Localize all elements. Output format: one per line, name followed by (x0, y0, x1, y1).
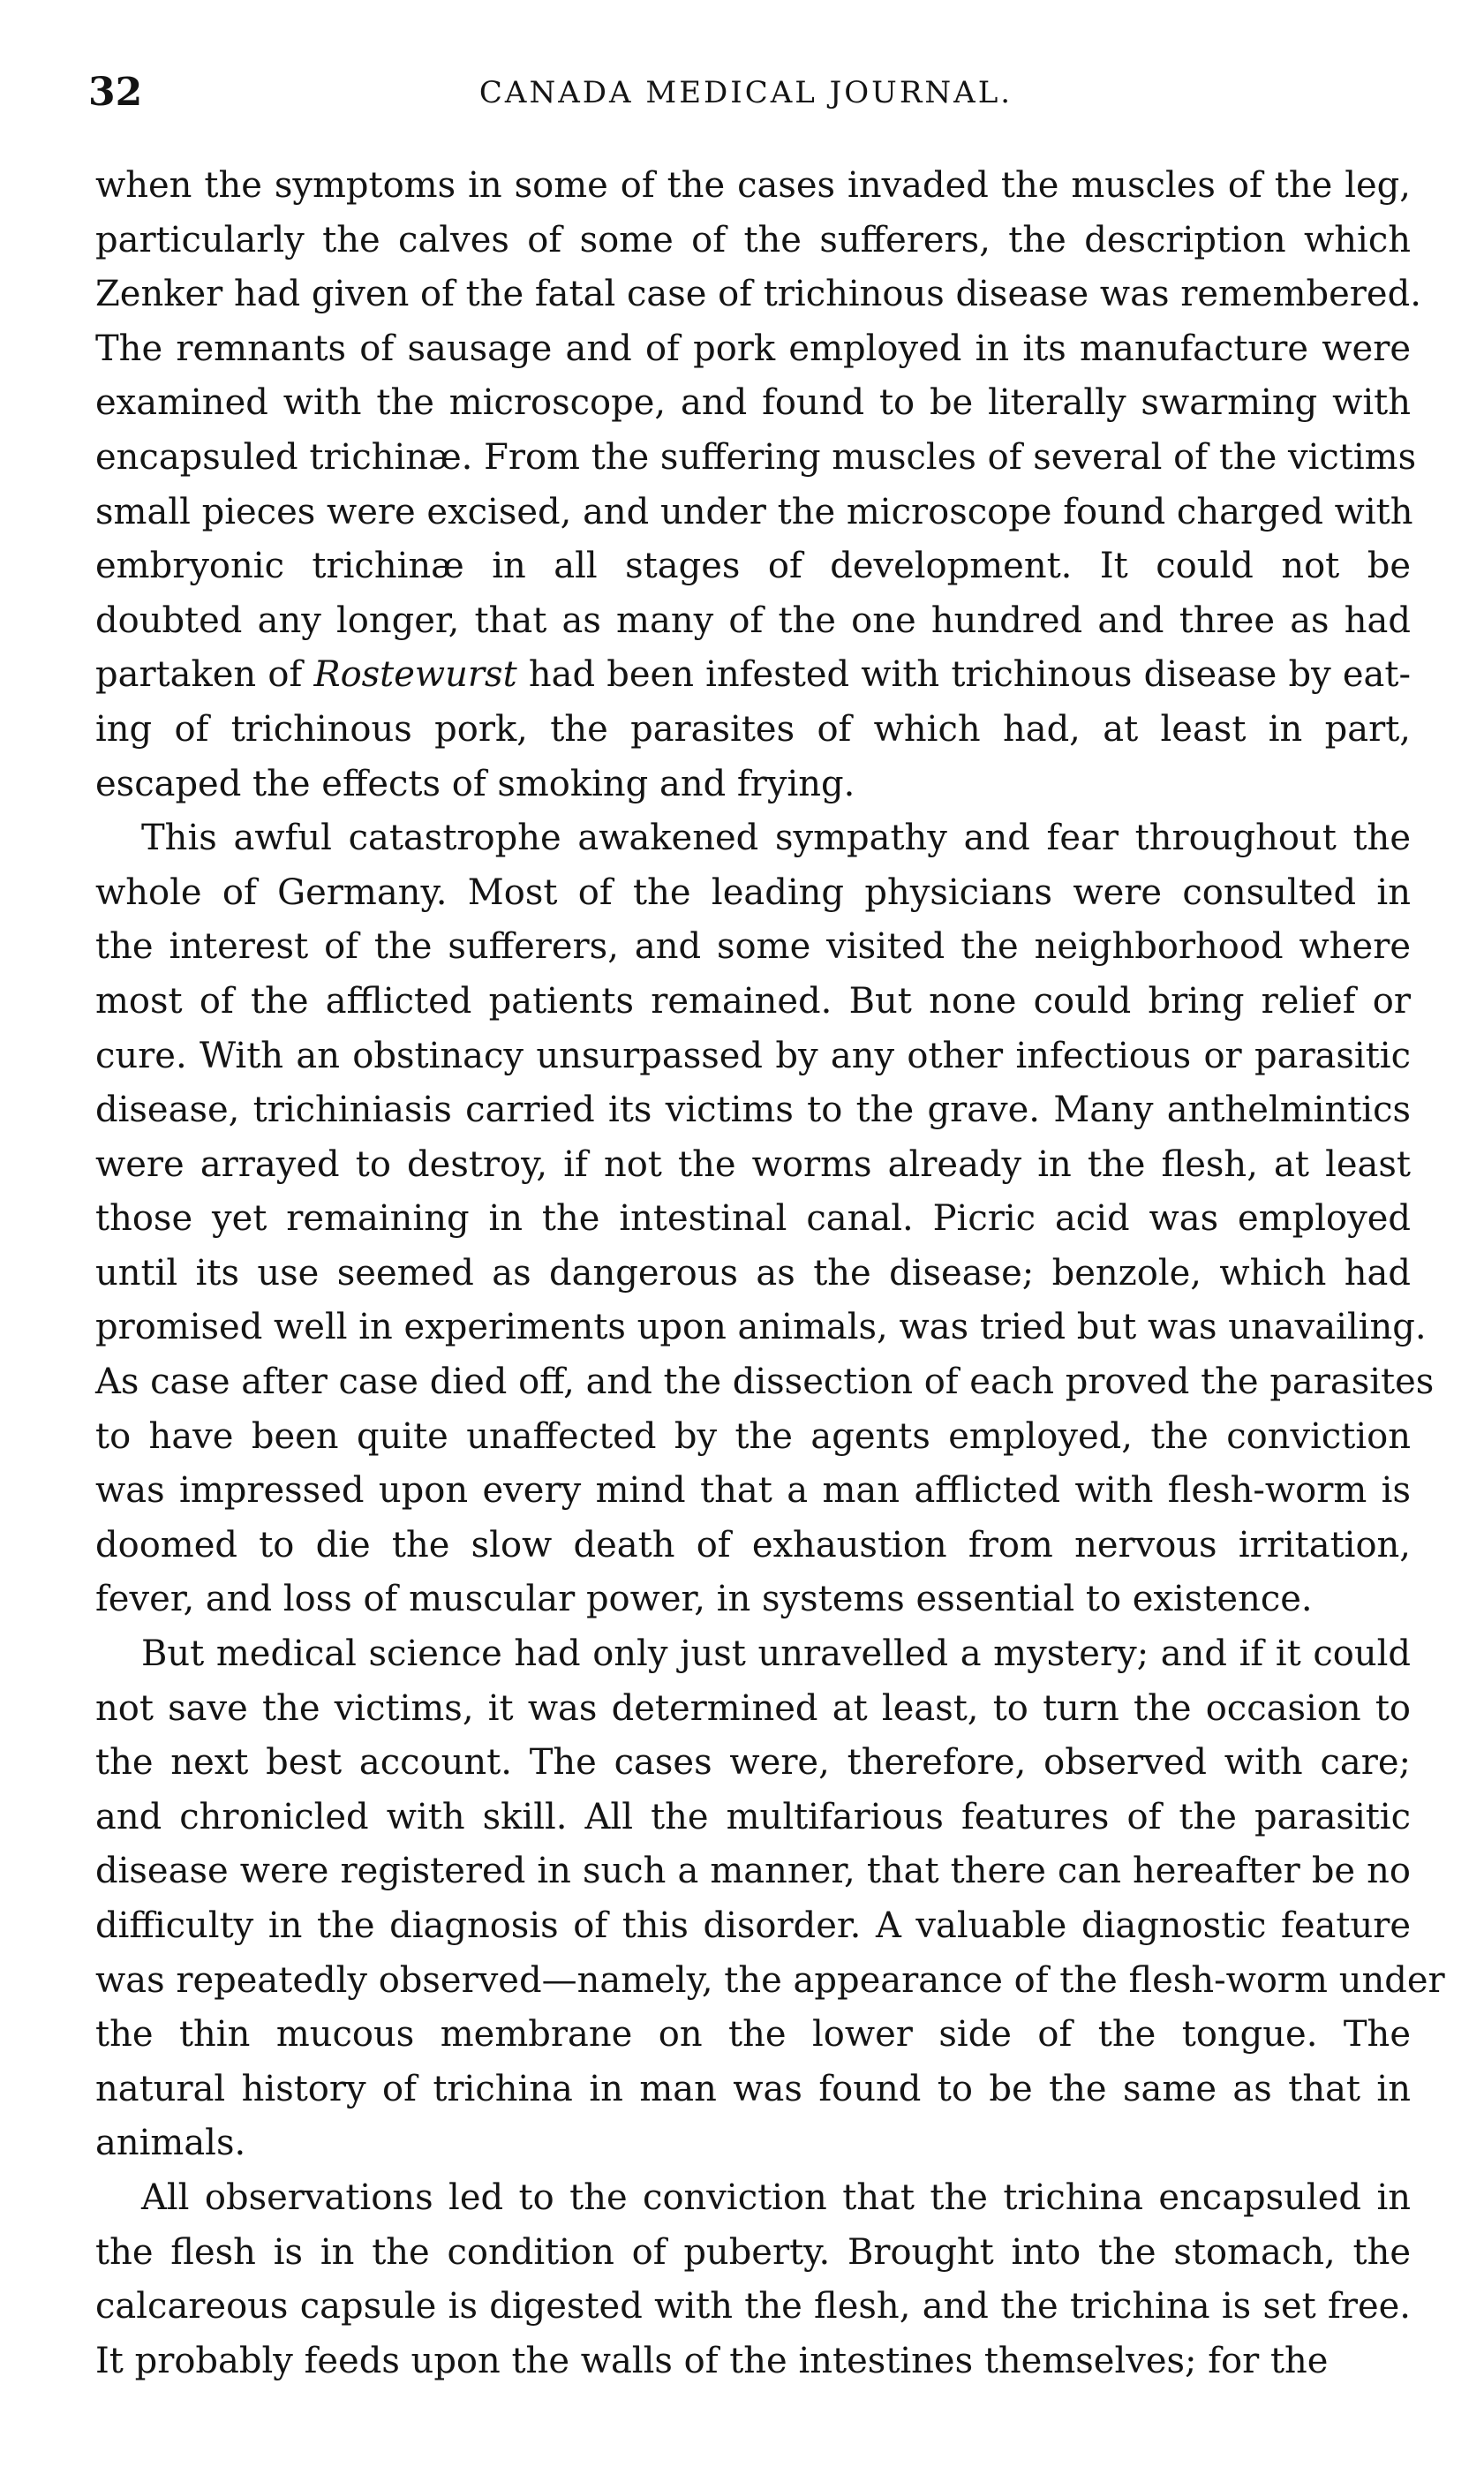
text-line: animals. (95, 2123, 246, 2164)
text-line: examined with the microscope, and found to be literally swarming with (95, 382, 1411, 424)
text-line: difficulty in the diagnosis of this disorder. A valuable diagnostic feature (95, 1905, 1411, 1946)
text-line: natural history of trichina in man was found to be the same as that in (95, 2068, 1411, 2109)
text-line: was impressed upon every mind that a man afflicted with flesh-worm is (95, 1470, 1411, 1512)
text-line: cure. With an obstinacy unsurpassed by any other infectious or parasitic (95, 1035, 1411, 1076)
text-line: particularly the calves of some of the sufferers, the description which (95, 219, 1411, 260)
text-line: escaped the effects of smoking and frying. (95, 763, 855, 804)
paragraph (95, 2171, 1411, 2388)
page-header (88, 62, 1404, 124)
text-line: calcareous capsule is digested with the flesh, and the trichina is set free. (95, 2286, 1411, 2327)
text-line: ing of trichinous pork, the parasites of which had, at least in part, (95, 708, 1411, 750)
text-line: when the symptoms in some of the cases invaded the muscles of the leg, (95, 165, 1411, 206)
italic-term: Rostewurst (313, 654, 517, 696)
text-line: All observations led to the conviction that the trichina encapsuled in (141, 2176, 1411, 2218)
text-line: the flesh is in the condition of puberty. Brought into the stomach, the (95, 2231, 1411, 2273)
text-line: the next best account. The cases were, therefore, observed with care; (95, 1742, 1411, 1784)
paragraph (95, 1627, 1445, 2171)
text-line: most of the afflicted patients remained. But none could bring relief or (95, 980, 1411, 1022)
paragraph (95, 159, 1421, 811)
text-line: encapsuled trichinæ. From the suffering muscles of several of the victims (95, 436, 1417, 478)
text-line: It probably feeds upon the walls of the intestines themselves; for the (95, 2340, 1329, 2381)
text-line: The remnants of sausage and of pork employed in its manufacture were (95, 328, 1411, 369)
text-line: Zenker had given of the fatal case of trichinous disease was remembered. (95, 274, 1421, 315)
text-line: doomed to die the slow death of exhaustion from nervous irritation, (95, 1524, 1411, 1565)
text-line: partaken of Rostewurst had been infested with trichinous disease by eat- (95, 654, 1411, 696)
text-line: This awful catastrophe awakened sympathy and fear throughout the (141, 818, 1411, 859)
text-line: embryonic trichinæ in all stages of development. It could not be (95, 546, 1411, 587)
text-line: whole of Germany. Most of the leading physicians were consulted in (95, 871, 1411, 913)
text-line: not save the victims, it was determined at least, to turn the occasion to (95, 1687, 1411, 1729)
text-line: disease, trichiniasis carried its victims to the grave. Many anthelmintics (95, 1090, 1411, 1131)
text-line: until its use seemed as dangerous as the disease; benzole, which had (95, 1252, 1411, 1294)
text-line: the thin mucous membrane on the lower side of the tongue. The (95, 2014, 1411, 2056)
text-line: to have been quite unaffected by the agents employed, the conviction (95, 1415, 1411, 1457)
text-line: those yet remaining in the intestinal canal. Picric acid was employed (95, 1198, 1411, 1240)
page-number: 32 (88, 70, 143, 115)
text-line: small pieces were excised, and under the microscope found charged with (95, 491, 1413, 532)
text-line: fever, and loss of muscular power, in systems essential to existence. (95, 1579, 1313, 1620)
text-line: and chronicled with skill. All the multifarious features of the parasitic (95, 1796, 1411, 1837)
text-line: As case after case died off, and the dissection of each proved the parasites (95, 1362, 1435, 1403)
text-line: But medical science had only just unravelled a mystery; and if it could (141, 1633, 1411, 1675)
paragraph (95, 811, 1435, 1627)
text-line: doubted any longer, that as many of the one hundred and three as had (95, 600, 1411, 641)
running-title: CANADA MEDICAL JOURNAL. (478, 75, 1013, 110)
text-line: promised well in experiments upon animals, was tried but was unavailing. (95, 1307, 1427, 1348)
text-line: disease were registered in such a manner, that there can hereafter be no (95, 1851, 1411, 1892)
text-line: were arrayed to destroy, if not the worms already in the flesh, at least (95, 1143, 1411, 1185)
text-line: was repeatedly observed—namely, the appearance of the flesh-worm under (95, 1959, 1445, 2001)
text-line: the interest of the sufferers, and some visited the neighborhood where (95, 926, 1411, 968)
body-text (95, 159, 1445, 2388)
